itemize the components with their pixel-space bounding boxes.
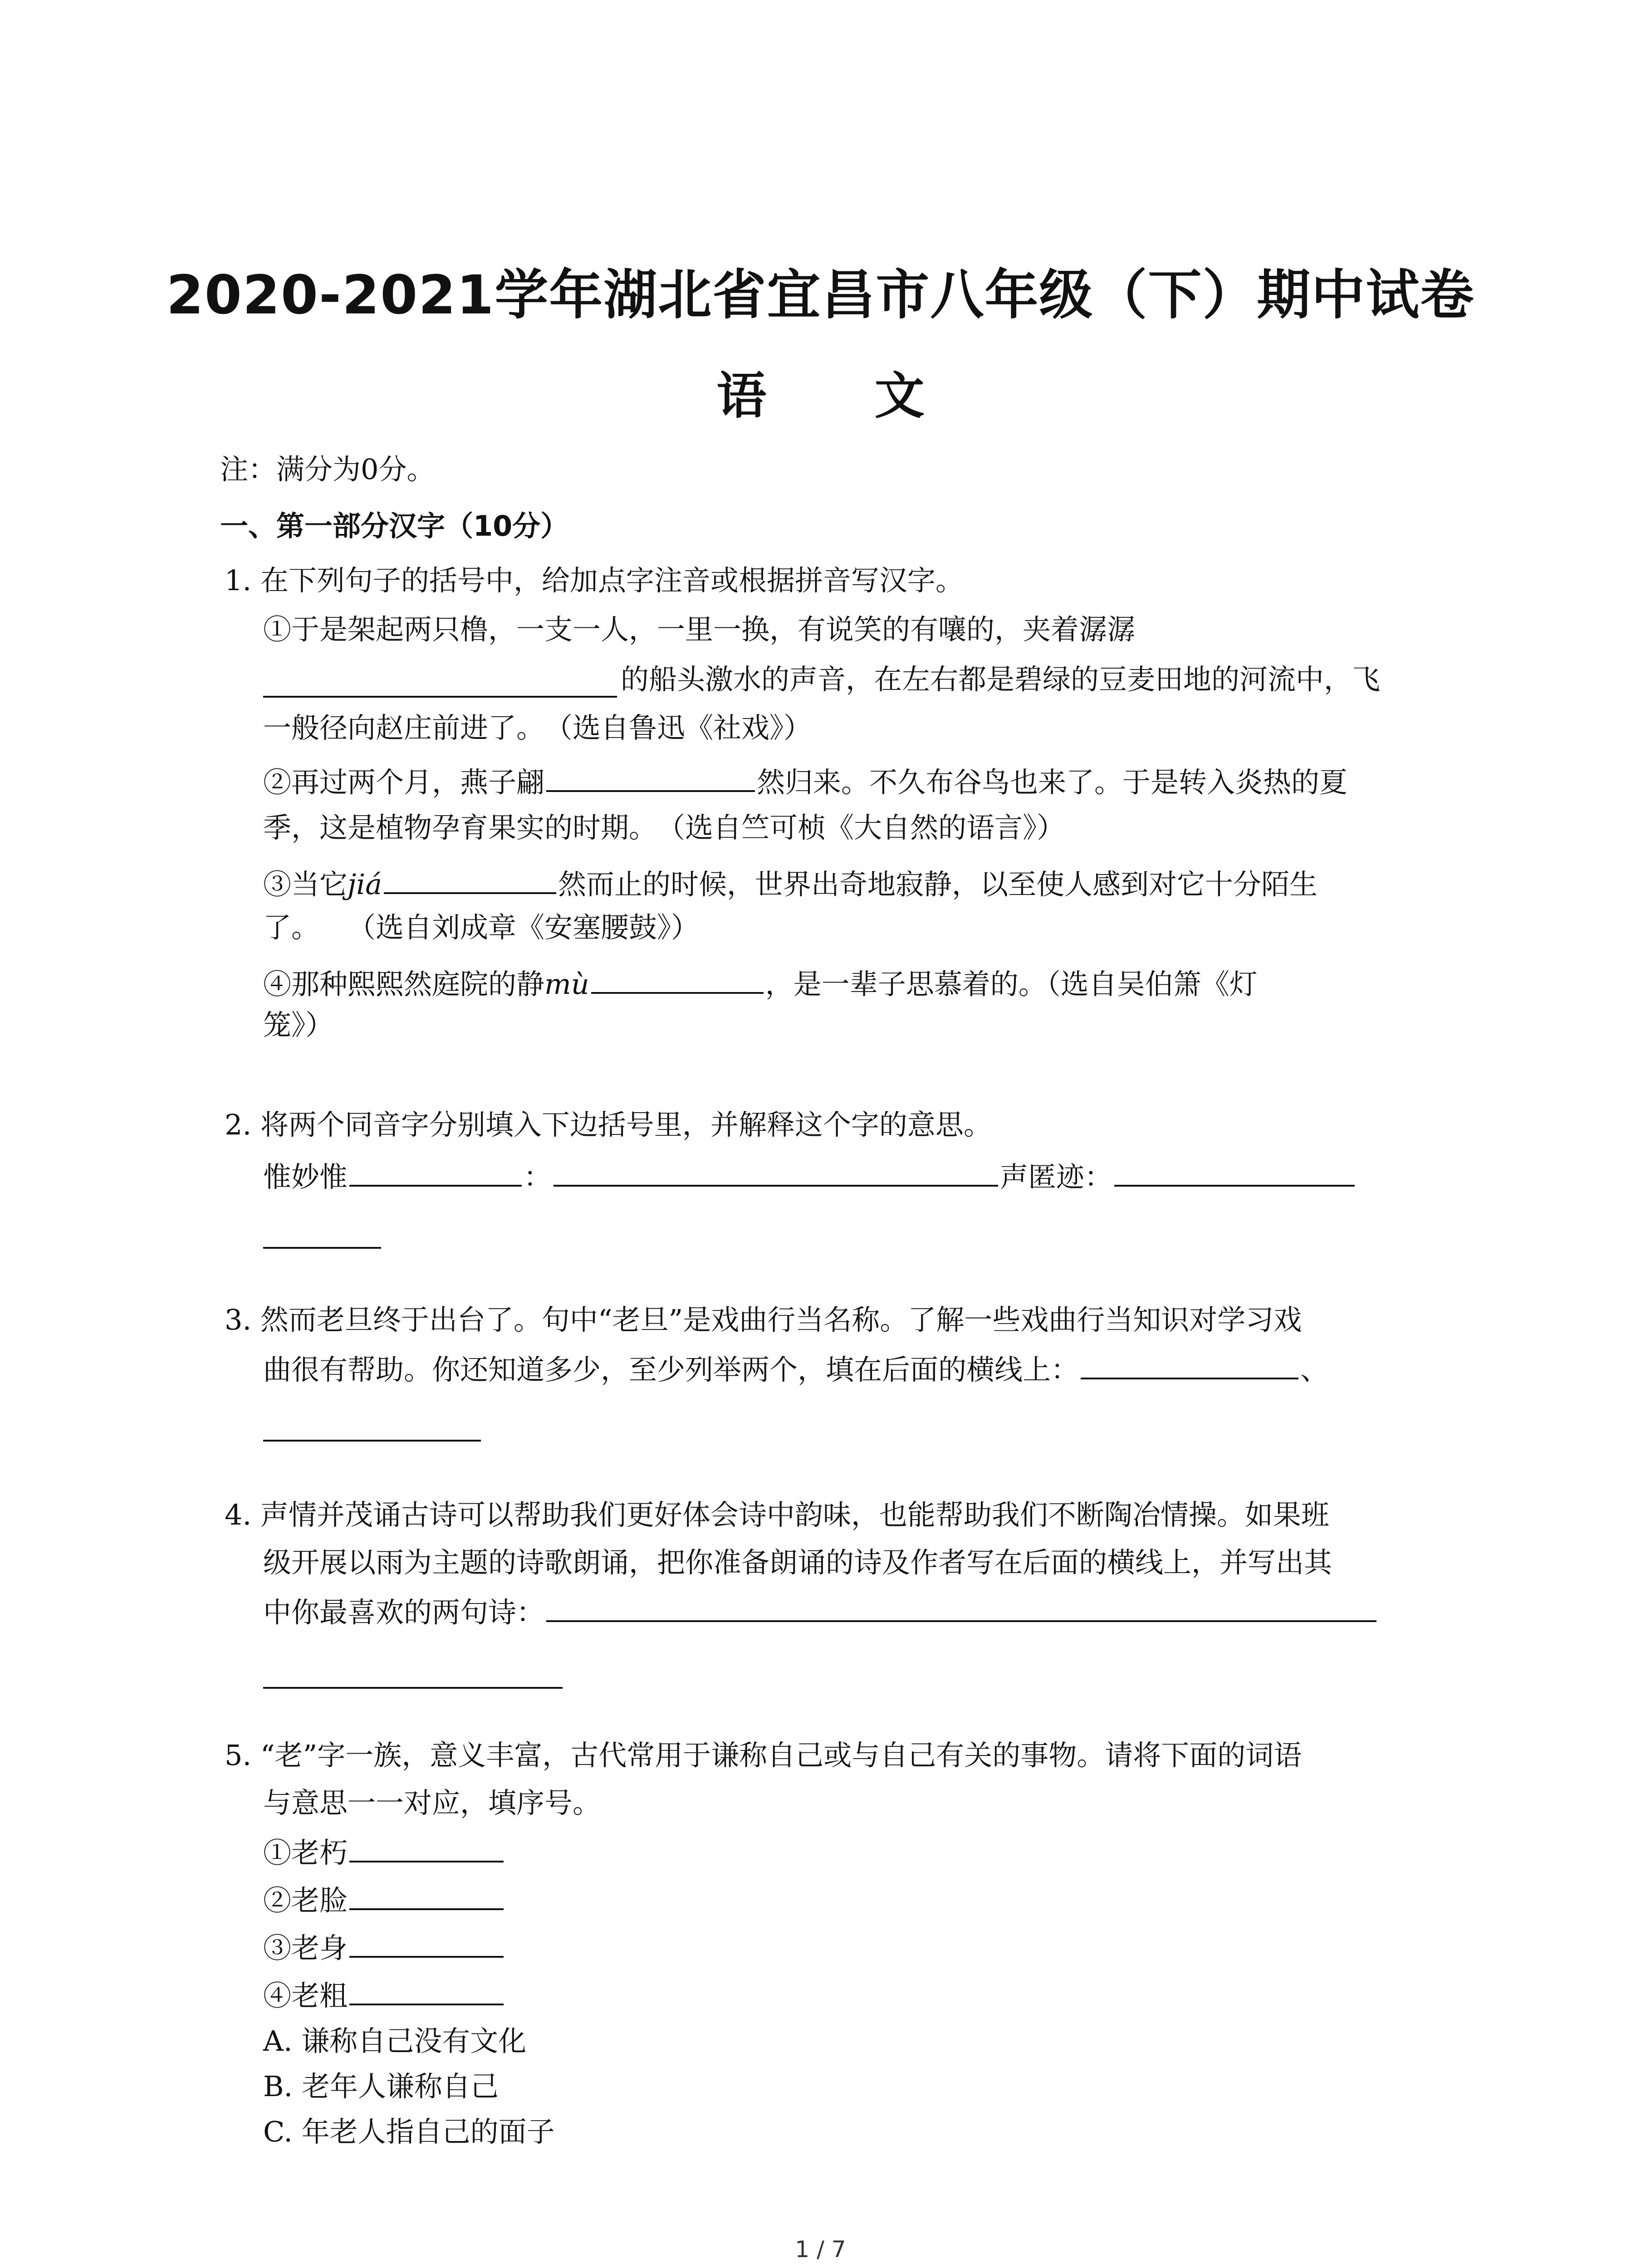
q1-s3-text-a: ③当它 bbox=[263, 868, 348, 901]
q5-item-3-blank[interactable] bbox=[349, 1928, 504, 1958]
q5-item-2-label: ②老脸 bbox=[263, 1884, 348, 1917]
q1-stem: 1. 在下列句子的括号中，给加点字注音或根据拼音写汉字。 bbox=[225, 564, 964, 597]
q2-word-b: 声匿迹： bbox=[1000, 1160, 1113, 1193]
score-note: 注：满分为0分。 bbox=[220, 453, 435, 486]
q2-word-a: 惟妙惟 bbox=[263, 1160, 348, 1193]
q2-blank-b[interactable] bbox=[1114, 1157, 1355, 1187]
q5-item-1-label: ①老朽 bbox=[263, 1836, 348, 1869]
q1-s1-line2: 的船头激水的声音，在左右都是碧绿的豆麦田地的河流中，飞 bbox=[621, 663, 1381, 696]
q5-item-2-blank[interactable] bbox=[349, 1880, 504, 1910]
q4-text: 中你最喜欢的两句诗： bbox=[263, 1596, 545, 1629]
q2-line bbox=[263, 1157, 1357, 1195]
section-title: 一、第一部分汉字（10分） bbox=[220, 509, 569, 543]
q1-s4-text-a: ④那种熙熙然庭院的静 bbox=[263, 968, 545, 1001]
q1-s2-line2: 季，这是植物孕育果实的时期。 （选自竺可桢《大自然的语言》） bbox=[263, 811, 1065, 844]
q1-s2-text-b: 然归来。不久布谷鸟也来了。于是转入炎热的夏 bbox=[757, 766, 1348, 799]
q2-blank-a[interactable] bbox=[349, 1157, 522, 1187]
q2-stem: 2. 将两个同音字分别填入下边括号里，并解释这个字的意思。 bbox=[225, 1108, 992, 1141]
q3-sep: 、 bbox=[1300, 1353, 1329, 1386]
q1-s4-text-b: ，是一辈子思慕着的。（选自吴伯箫《灯 bbox=[765, 968, 1258, 1001]
q3-text: 曲很有帮助。你还知道多少，至少列举两个，填在后面的横线上： bbox=[263, 1353, 1079, 1386]
q5-option-b: B. 老年人谦称自己 bbox=[263, 2070, 499, 2103]
q2-colon: ： bbox=[524, 1160, 552, 1193]
exam-subject: 语 文 bbox=[716, 367, 970, 425]
q5-item-3 bbox=[263, 1928, 505, 1966]
q5-item-1 bbox=[263, 1833, 505, 1871]
q1-s3-line2: 了。 （选自刘成章《安塞腰鼓》） bbox=[263, 911, 700, 944]
q5-item-2 bbox=[263, 1880, 505, 1919]
q5-line1: 5. “老”字一族，意义丰富，古代常用于谦称自己或与自己有关的事物。请将下面的词语 bbox=[225, 1739, 1302, 1772]
q1-s4-pinyin: mù bbox=[544, 968, 589, 1001]
q1-s4-line2: 笼》） bbox=[263, 1008, 334, 1041]
q1-s3-text-b: 然而止的时候，世界出奇地寂静，以至使人感到对它十分陌生 bbox=[558, 868, 1318, 901]
q4-blank-1[interactable] bbox=[546, 1592, 1376, 1622]
q1-s3-pinyin: jiá bbox=[348, 868, 382, 901]
q1-s1-blank[interactable] bbox=[263, 694, 617, 698]
q5-item-1-blank[interactable] bbox=[349, 1833, 504, 1862]
q4-line1: 4. 声情并茂诵古诗可以帮助我们更好体会诗中韵味，也能帮助我们不断陶冶情操。如果班 bbox=[225, 1498, 1329, 1531]
exam-title: 2020-2021学年湖北省宜昌市八年级（下）期中试卷 bbox=[166, 264, 1475, 326]
q4-blank-2[interactable] bbox=[263, 1685, 563, 1689]
q5-option-a: A. 谦称自己没有文化 bbox=[263, 2024, 527, 2058]
q1-s3-blank[interactable] bbox=[384, 864, 556, 894]
q3-blank-1[interactable] bbox=[1081, 1349, 1298, 1379]
q1-s1-line3: 一般径向赵庄前进了。 （选自鲁迅《社戏》） bbox=[263, 711, 812, 744]
q2-blank-a-meaning[interactable] bbox=[554, 1157, 998, 1187]
q3-line2 bbox=[263, 1349, 1328, 1388]
q1-s4-line1 bbox=[263, 964, 1258, 1002]
q1-s2-line1 bbox=[263, 762, 1347, 801]
page-number: 1 / 7 bbox=[795, 2236, 846, 2263]
q1-s2-text-a: ②再过两个月，燕子翩 bbox=[263, 766, 545, 799]
q4-line2: 级开展以雨为主题的诗歌朗诵，把你准备朗诵的诗及作者写在后面的横线上，并写出其 bbox=[263, 1546, 1332, 1579]
q5-option-c: C. 年老人指自己的面子 bbox=[263, 2115, 555, 2148]
q5-item-3-label: ③老身 bbox=[263, 1931, 348, 1965]
q1-s3-line1 bbox=[263, 864, 1318, 903]
q5-item-4-blank[interactable] bbox=[349, 1975, 504, 2005]
q5-item-4-label: ④老粗 bbox=[263, 1979, 348, 2012]
q1-s4-blank[interactable] bbox=[591, 964, 764, 994]
q3-blank-2[interactable] bbox=[263, 1438, 481, 1442]
q3-line1: 3. 然而老旦终于出台了。句中“老旦”是戏曲行当名称。了解一些戏曲行当知识对学习戏 bbox=[225, 1303, 1302, 1336]
q2-blank-b-cont[interactable] bbox=[263, 1245, 381, 1249]
q1-s1-line1: ①于是架起两只橹，一支一人，一里一换，有说笑的有嚷的，夹着潺潺 bbox=[263, 613, 1136, 646]
q5-line2: 与意思一一对应，填序号。 bbox=[263, 1786, 601, 1819]
q1-s2-blank[interactable] bbox=[546, 762, 755, 792]
q5-item-4 bbox=[263, 1975, 505, 2014]
q4-line3 bbox=[263, 1592, 1378, 1631]
